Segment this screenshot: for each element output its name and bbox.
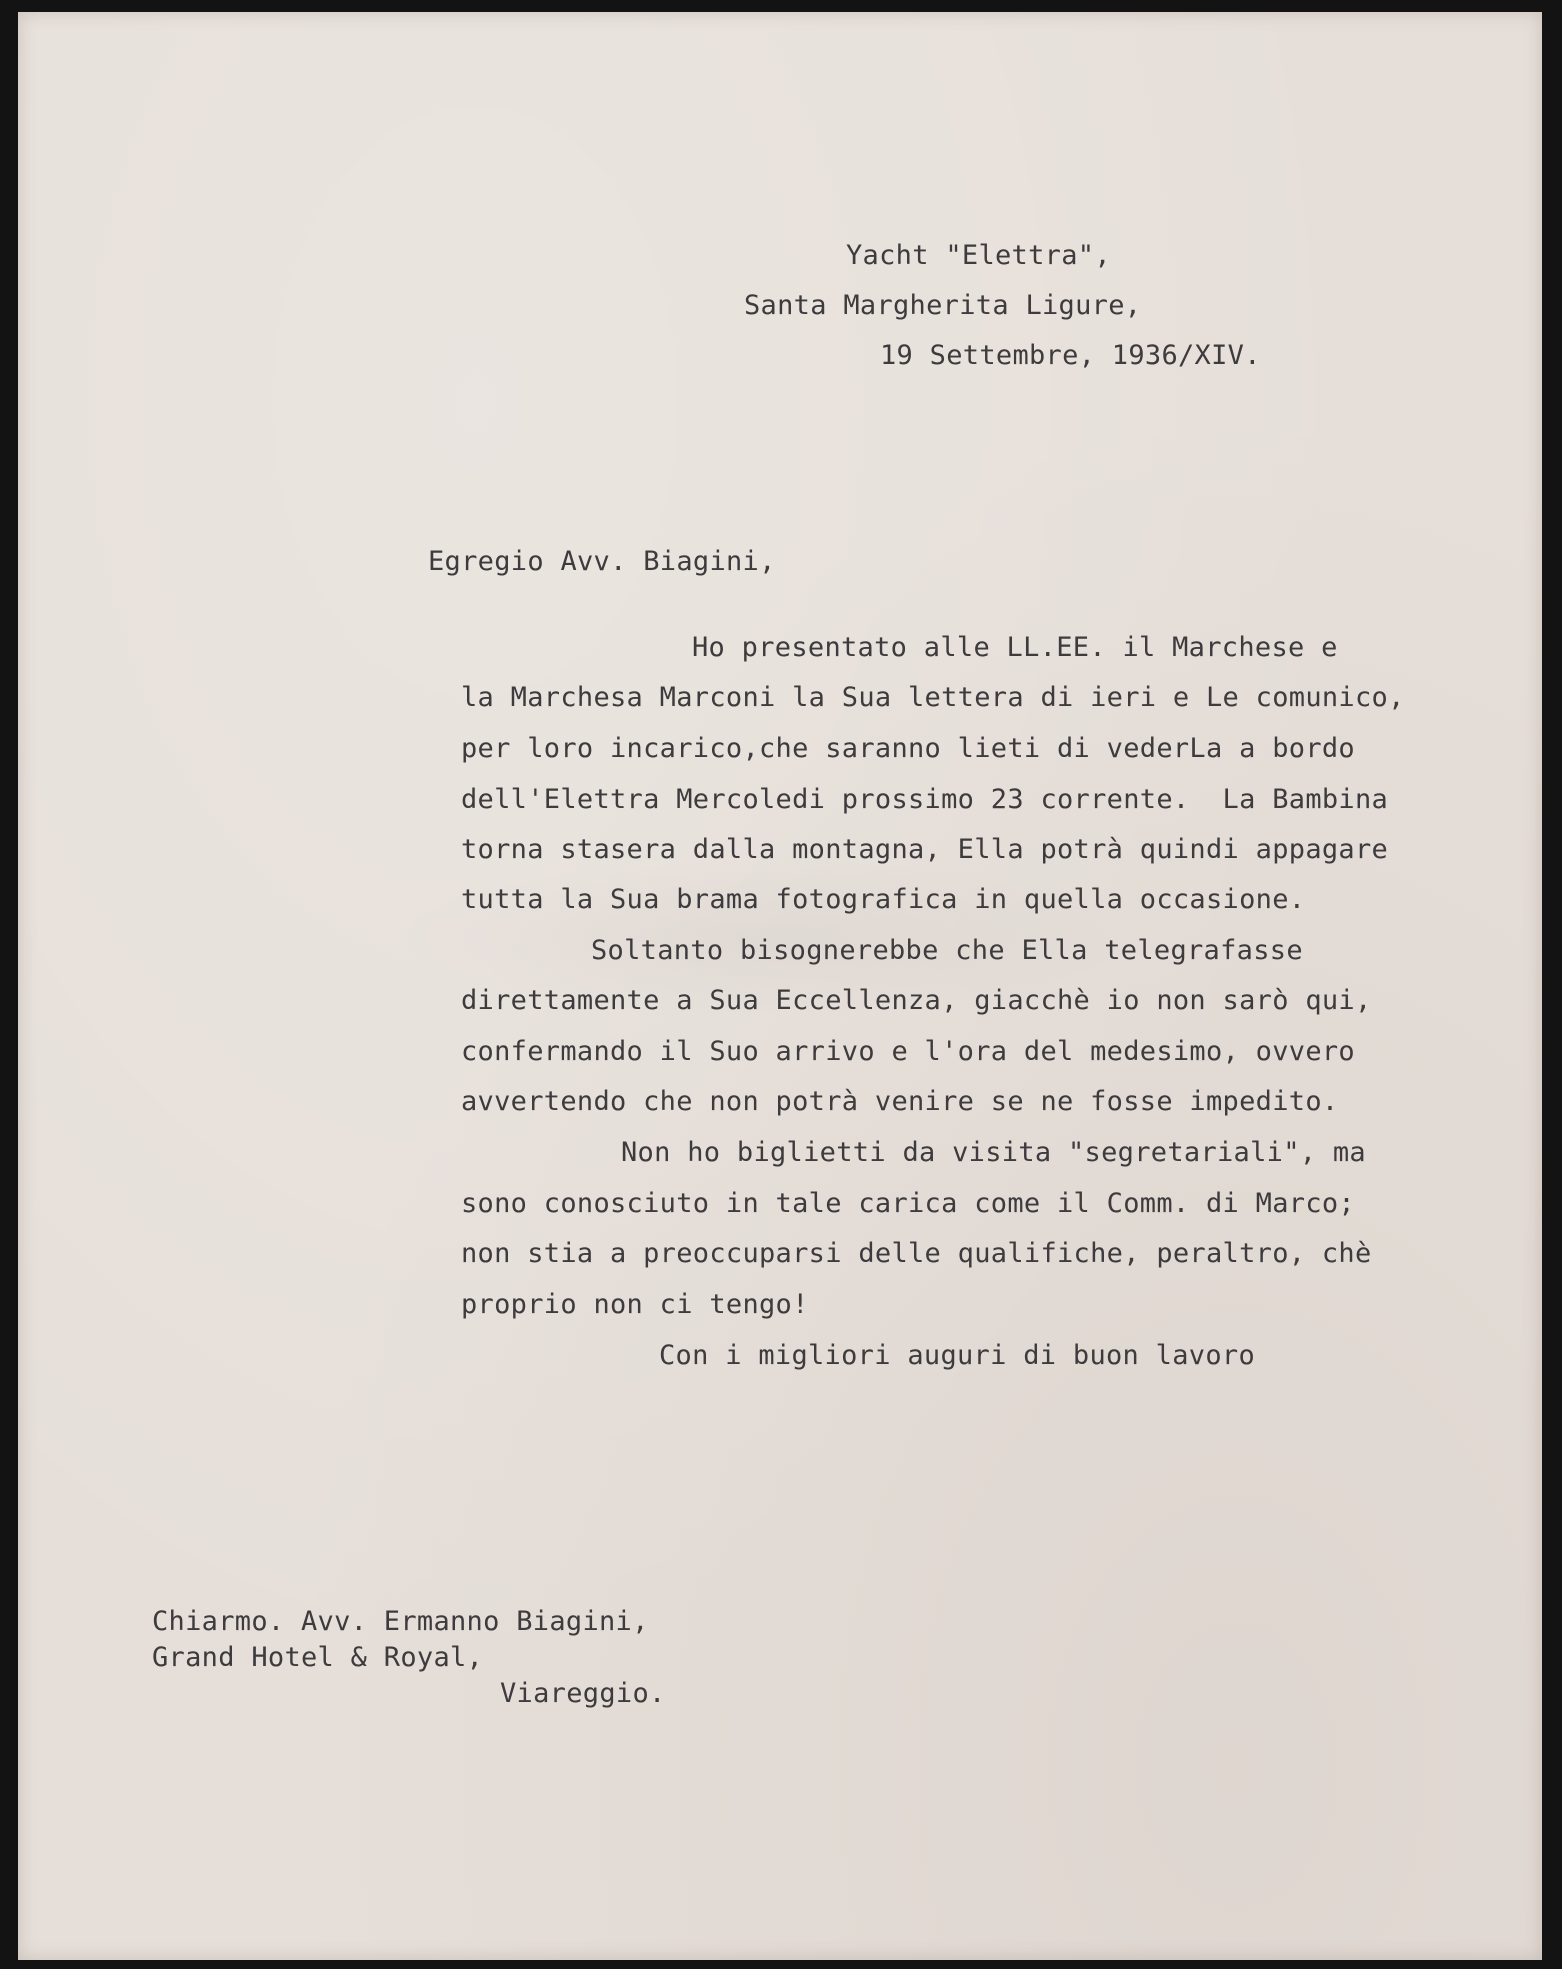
body-line: torna stasera dalla montagna, Ella potrà quindi appagare [461, 834, 1389, 865]
header-line-yacht: Yacht "Elettra", [846, 240, 1111, 271]
body-line: confermando il Suo arrivo e l'ora del medesimo, ovvero [461, 1036, 1355, 1067]
address-line-city: Viareggio. [500, 1678, 666, 1709]
address-line-hotel: Grand Hotel & Royal, [152, 1642, 484, 1673]
body-line: direttamente a Sua Eccellenza, giacchè io non sarò qui, [461, 985, 1372, 1016]
body-line: per loro incarico,che saranno lieti di vederLa a bordo [461, 733, 1355, 764]
body-line: sono conosciuto in tale carica come il Comm. di Marco; [461, 1188, 1355, 1219]
body-line: Ho presentato alle LL.EE. il Marchese e [692, 632, 1338, 663]
body-line: avvertendo che non potrà venire se ne fosse impedito. [461, 1086, 1339, 1117]
body-line: dell'Elettra Mercoledi prossimo 23 corrente. La Bambina [461, 784, 1389, 815]
body-line: tutta la Sua brama fotografica in quella occasione. [461, 884, 1306, 915]
header-line-place: Santa Margherita Ligure, [744, 290, 1142, 321]
salutation: Egregio Avv. Biagini, [428, 546, 776, 577]
address-line-name: Chiarmo. Avv. Ermanno Biagini, [152, 1606, 649, 1637]
body-line: Soltanto bisognerebbe che Ella telegrafasse [591, 935, 1303, 966]
header-line-date: 19 Settembre, 1936/XIV. [880, 340, 1261, 371]
body-line: proprio non ci tengo! [461, 1289, 809, 1320]
letter-page [18, 12, 1542, 1960]
body-line: non stia a preoccuparsi delle qualifiche, peraltro, chè [461, 1238, 1372, 1269]
closing-line: Con i migliori auguri di buon lavoro [659, 1340, 1255, 1371]
body-line: Non ho biglietti da visita "segretariali", ma [621, 1137, 1366, 1168]
body-line: la Marchesa Marconi la Sua lettera di ieri e Le comunico, [461, 682, 1405, 713]
